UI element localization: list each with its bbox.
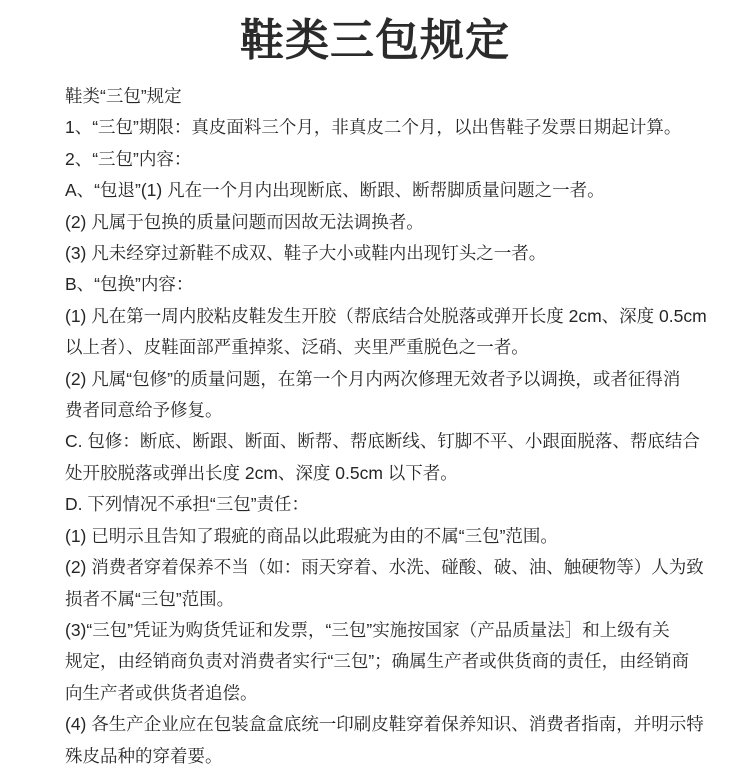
text-line: (1) 已明示且告知了瑕疵的商品以此瑕疵为由的不属“三包”范围。 — [65, 525, 558, 546]
text-line: 向生产者或供货者追偿。 — [65, 682, 258, 703]
text-line: (2) 凡属于包换的质量问题而因故无法调换者。 — [65, 211, 424, 232]
document-body — [65, 81, 707, 772]
text-line: B、“包换”内容： — [65, 274, 194, 295]
text-line: (3)“三包”凭证为购货凭证和发票，“三包”实施按国家（产品质量法］和上级有关 — [65, 619, 670, 640]
text-line: (3) 凡未经穿过新鞋不成双、鞋子大小或鞋内出现钉头之一者。 — [65, 243, 547, 264]
page-title: 鞋类三包规定 — [240, 16, 510, 65]
text-line: (4) 各生产企业应在包装盒盒底统一印刷皮鞋穿着保养知识、消费者指南，并明示特 — [65, 714, 704, 735]
text-line: (2) 凡属“包修”的质量问题，在第一个月内两次修理无效者予以调换，或者征得消 — [65, 368, 681, 389]
text-line: 鞋类“三包”规定 — [65, 86, 182, 106]
text-line: 以上者）、皮鞋面部严重掉浆、泛硝、夹里严重脱色之一者。 — [65, 337, 529, 358]
text-line: A、“包退”(1) 凡在一个月内出现断底、断跟、断帮脚质量问题之一者。 — [65, 180, 605, 201]
text-line: 1、“三包”期限：真皮面料三个月，非真皮二个月，以出售鞋子发票日期起计算。 — [65, 117, 682, 138]
text-line: C. 包修：断底、断跟、断面、断帮、帮底断线、钉脚不平、小跟面脱落、帮底结合 — [65, 431, 700, 452]
text-line: D. 下列情况不承担“三包”责任： — [65, 494, 310, 515]
text-line: 损者不属“三包”范围。 — [65, 588, 235, 609]
text-line: 规定，由经销商负责对消费者实行“三包”；确属生产者或供货商的责任，由经销商 — [65, 651, 690, 672]
text-line: (1) 凡在第一周内胶粘皮鞋发生开胶（帮底结合处脱落或弹开长度 2cm、深度 0.5cm — [65, 305, 707, 326]
text-line: 殊皮品种的穿着要。 — [65, 745, 223, 766]
text-line: 处开胶脱落或弹出长度 2cm、深度 0.5cm 以下者。 — [65, 462, 458, 483]
text-line: (2) 消费者穿着保养不当（如：雨天穿着、水洗、碰酸、破、油、触硬物等）人为致 — [65, 557, 704, 578]
text-line: 费者同意给予修复。 — [65, 400, 223, 421]
text-line: 2、“三包”内容： — [65, 148, 192, 169]
